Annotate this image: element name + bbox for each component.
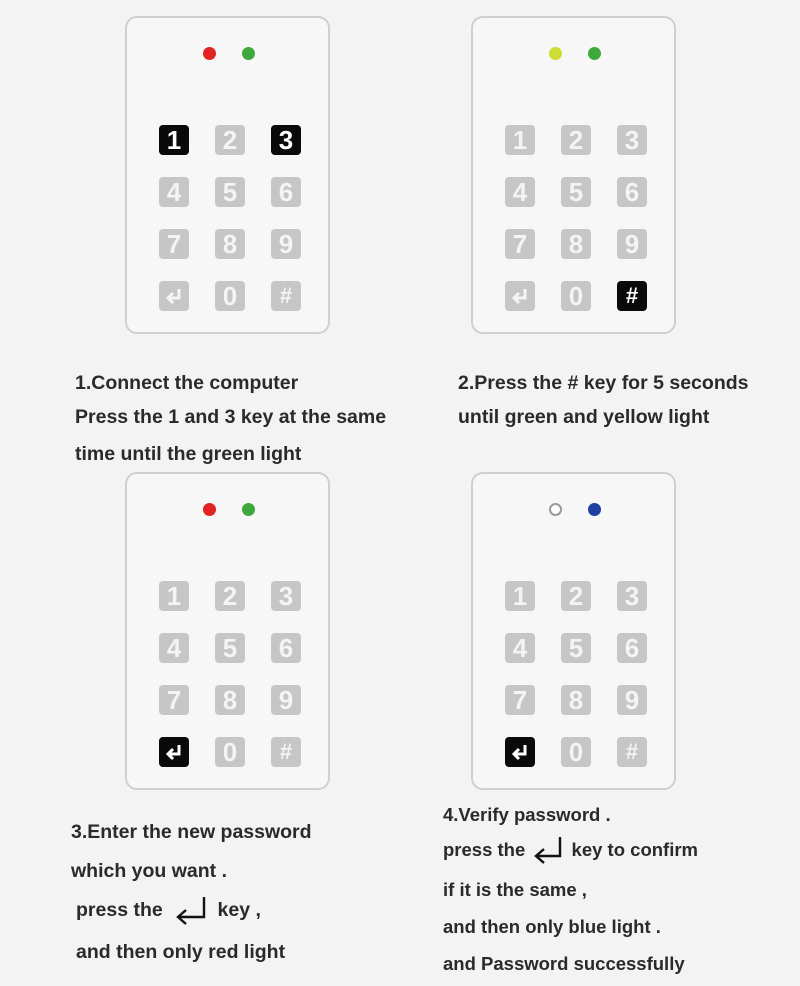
key-label: 9 bbox=[624, 229, 640, 259]
key-label: 2 bbox=[568, 581, 584, 611]
key-6-button[interactable] bbox=[617, 177, 647, 207]
key-2-button[interactable] bbox=[561, 581, 591, 611]
key-7-button[interactable] bbox=[505, 229, 535, 259]
key-5-button[interactable] bbox=[215, 177, 245, 207]
key-label: 3 bbox=[278, 581, 294, 611]
key-enter-button[interactable] bbox=[159, 737, 189, 767]
enter-arrow-icon bbox=[530, 834, 566, 868]
key-label: 8 bbox=[568, 229, 584, 259]
key-label: 0 bbox=[222, 737, 238, 767]
key-label: 6 bbox=[278, 177, 294, 207]
key-label: 1 bbox=[166, 125, 182, 155]
key-label: 8 bbox=[222, 229, 238, 259]
key-8-button[interactable] bbox=[561, 229, 591, 259]
indicator-light bbox=[203, 503, 216, 516]
keypad-panel-step3 bbox=[125, 472, 330, 790]
key-label: 0 bbox=[568, 737, 584, 767]
keypad-panel-step1 bbox=[125, 16, 330, 334]
key-label: 2 bbox=[222, 125, 238, 155]
step4-line4: and then only blue light . bbox=[443, 916, 661, 937]
key-4-button[interactable] bbox=[159, 633, 189, 663]
key-hash-button[interactable] bbox=[271, 737, 301, 767]
indicator-light bbox=[588, 503, 601, 516]
key-label: # bbox=[625, 283, 639, 308]
step4-line5: and Password successfully bbox=[443, 953, 685, 974]
key-label: 9 bbox=[624, 685, 640, 715]
key-3-button[interactable] bbox=[271, 125, 301, 155]
step4-title: 4.Verify password . bbox=[443, 804, 611, 825]
key-label: 6 bbox=[624, 633, 640, 663]
key-label: 2 bbox=[568, 125, 584, 155]
step3-line3-pre: press the bbox=[76, 899, 163, 922]
step3-line4: and then only red light bbox=[76, 941, 286, 963]
enter-icon bbox=[510, 287, 530, 305]
step1-line2: Press the 1 and 3 key at the same bbox=[75, 406, 387, 428]
key-0-button[interactable] bbox=[215, 737, 245, 767]
key-label: 5 bbox=[568, 177, 584, 207]
key-8-button[interactable] bbox=[215, 229, 245, 259]
key-label: 6 bbox=[624, 177, 640, 207]
key-1-button[interactable] bbox=[505, 581, 535, 611]
key-0-button[interactable] bbox=[561, 737, 591, 767]
keypad-panel-step2 bbox=[471, 16, 676, 334]
key-label: 7 bbox=[166, 229, 182, 259]
key-hash-button[interactable] bbox=[617, 737, 647, 767]
key-6-button[interactable] bbox=[271, 177, 301, 207]
key-9-button[interactable] bbox=[617, 229, 647, 259]
keypad-panel-step4 bbox=[471, 472, 676, 790]
enter-icon bbox=[510, 743, 530, 761]
enter-arrow-icon bbox=[168, 893, 212, 929]
step2-line2: until green and yellow light bbox=[458, 406, 710, 428]
key-3-button[interactable] bbox=[617, 581, 647, 611]
key-hash-button[interactable] bbox=[271, 281, 301, 311]
key-2-button[interactable] bbox=[215, 125, 245, 155]
indicator-light bbox=[588, 47, 601, 60]
key-9-button[interactable] bbox=[271, 229, 301, 259]
key-7-button[interactable] bbox=[159, 229, 189, 259]
key-label: 7 bbox=[166, 685, 182, 715]
key-1-button[interactable] bbox=[505, 125, 535, 155]
key-3-button[interactable] bbox=[617, 125, 647, 155]
enter-icon bbox=[164, 287, 184, 305]
key-label: 1 bbox=[166, 581, 182, 611]
step4-line2 bbox=[443, 834, 698, 868]
step3-title: 3.Enter the new password bbox=[71, 821, 312, 843]
indicator-light bbox=[203, 47, 216, 60]
key-label: 4 bbox=[166, 177, 182, 207]
key-label: 4 bbox=[512, 177, 528, 207]
step1-line3: time until the green light bbox=[75, 443, 302, 465]
key-8-button[interactable] bbox=[561, 685, 591, 715]
key-label: 3 bbox=[278, 125, 294, 155]
key-label: 9 bbox=[278, 685, 294, 715]
key-label: 2 bbox=[222, 581, 238, 611]
key-label: 5 bbox=[222, 633, 238, 663]
key-7-button[interactable] bbox=[505, 685, 535, 715]
step1-title: 1.Connect the computer bbox=[75, 372, 299, 394]
key-label: 9 bbox=[278, 229, 294, 259]
key-enter-button[interactable] bbox=[505, 737, 535, 767]
key-hash-button[interactable] bbox=[617, 281, 647, 311]
key-label: 8 bbox=[568, 685, 584, 715]
key-label: 6 bbox=[278, 633, 294, 663]
indicator-light bbox=[549, 503, 562, 516]
key-2-button[interactable] bbox=[215, 581, 245, 611]
key-8-button[interactable] bbox=[215, 685, 245, 715]
key-4-button[interactable] bbox=[159, 177, 189, 207]
step3-line3 bbox=[76, 893, 261, 929]
indicator-light bbox=[549, 47, 562, 60]
indicator-light bbox=[242, 503, 255, 516]
key-label: 7 bbox=[512, 685, 528, 715]
step3-line2: which you want . bbox=[71, 860, 228, 882]
key-label: 7 bbox=[512, 229, 528, 259]
key-label: # bbox=[279, 283, 293, 308]
key-4-button[interactable] bbox=[505, 633, 535, 663]
key-6-button[interactable] bbox=[617, 633, 647, 663]
key-enter-button[interactable] bbox=[159, 281, 189, 311]
indicator-light bbox=[242, 47, 255, 60]
key-4-button[interactable] bbox=[505, 177, 535, 207]
key-1-button[interactable] bbox=[159, 125, 189, 155]
key-label: 4 bbox=[166, 633, 182, 663]
step4-line2-pre: press the bbox=[443, 838, 526, 860]
key-label: 5 bbox=[568, 633, 584, 663]
step3-line3-post: key , bbox=[217, 899, 261, 922]
key-label: # bbox=[279, 739, 293, 764]
key-3-button[interactable] bbox=[271, 581, 301, 611]
key-enter-button[interactable] bbox=[505, 281, 535, 311]
key-label: 5 bbox=[222, 177, 238, 207]
enter-icon bbox=[164, 743, 184, 761]
key-9-button[interactable] bbox=[271, 685, 301, 715]
key-label: 1 bbox=[512, 125, 528, 155]
key-5-button[interactable] bbox=[215, 633, 245, 663]
step4-line2-post: key to confirm bbox=[571, 838, 698, 860]
key-5-button[interactable] bbox=[561, 177, 591, 207]
key-0-button[interactable] bbox=[215, 281, 245, 311]
key-7-button[interactable] bbox=[159, 685, 189, 715]
step2-title: 2.Press the # key for 5 seconds bbox=[458, 372, 749, 394]
key-label: 3 bbox=[624, 581, 640, 611]
key-1-button[interactable] bbox=[159, 581, 189, 611]
key-label: 1 bbox=[512, 581, 528, 611]
key-6-button[interactable] bbox=[271, 633, 301, 663]
key-label: 0 bbox=[568, 281, 584, 311]
key-label: 0 bbox=[222, 281, 238, 311]
key-label: 8 bbox=[222, 685, 238, 715]
key-label: # bbox=[625, 739, 639, 764]
key-5-button[interactable] bbox=[561, 633, 591, 663]
key-0-button[interactable] bbox=[561, 281, 591, 311]
key-label: 4 bbox=[512, 633, 528, 663]
key-label: 3 bbox=[624, 125, 640, 155]
key-2-button[interactable] bbox=[561, 125, 591, 155]
key-9-button[interactable] bbox=[617, 685, 647, 715]
step4-line3: if it is the same , bbox=[443, 879, 587, 900]
